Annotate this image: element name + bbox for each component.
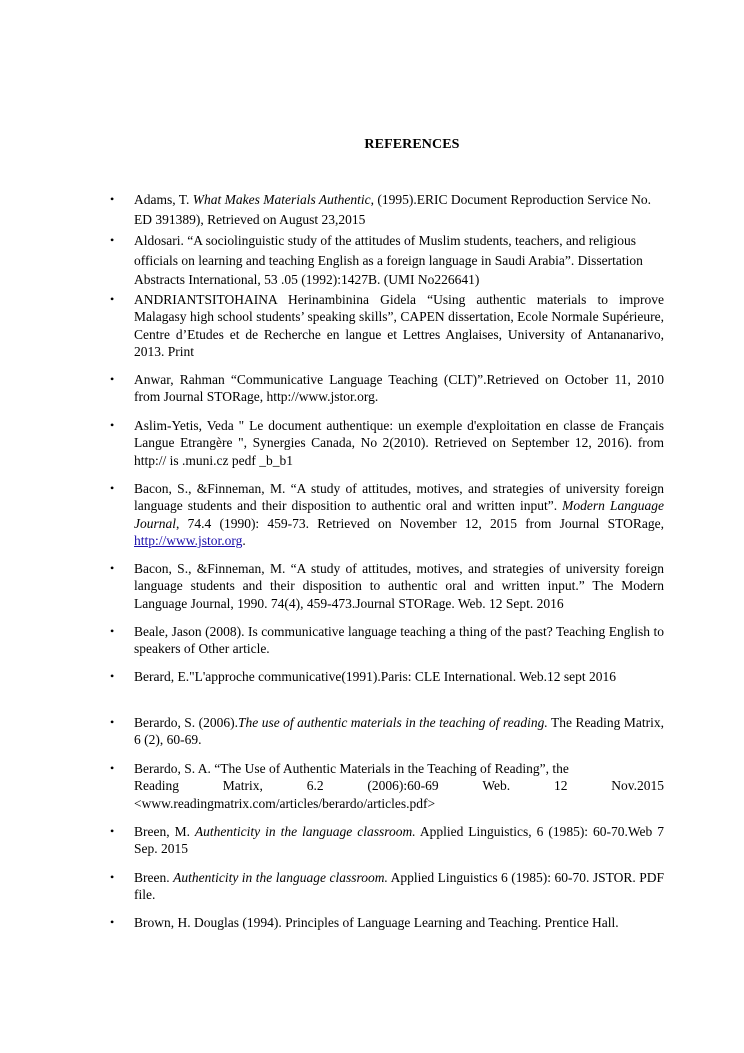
ref-title: The use of authentic materials in the teaching of reading. — [238, 715, 548, 730]
ref-text: Anwar, Rahman “Communicative Language Teaching (CLT)”.Retrieved on October 11, 2010 from Journal STORage, http://www.jstor.org. — [134, 372, 664, 405]
bullet: • — [110, 292, 115, 306]
ref-text: Breen. — [134, 870, 174, 885]
ref-text: , 74.4 (1990): 459-73. Retrieved on November 12, 2015 from Journal STORage, — [176, 515, 664, 531]
ref-title: Authenticity in the language classroom. — [194, 824, 416, 839]
ref-text: Aslim-Yetis, Veda " Le document authentique: un exemple d'exploitation en classe de Français Langue Etrangère ", Synergies Canada, No 2(2010). Retrieved on September 12, 2016). from http:// is .muni.cz pedf _b_b1 — [134, 418, 664, 468]
bullet: • — [110, 669, 115, 683]
reference-item — [110, 560, 664, 612]
ref-word: Nov.2015 — [611, 778, 664, 794]
bullet: • — [110, 481, 115, 495]
reference-item — [110, 714, 664, 749]
bullet: • — [110, 192, 115, 206]
ref-title: Authenticity in the language classroom. — [173, 870, 388, 885]
reference-item — [110, 231, 664, 290]
ref-line — [134, 777, 664, 794]
ref-word: Web. — [482, 778, 511, 794]
bullet: • — [110, 715, 115, 729]
ref-line: Berardo, S. A. “The Use of Authentic Materials in the Teaching of Reading”, the — [134, 761, 569, 776]
bullet: • — [110, 233, 115, 247]
ref-text: Breen, M. — [134, 824, 195, 839]
ref-line: <www.readingmatrix.com/articles/berardo/articles.pdf> — [134, 795, 436, 811]
bullet: • — [110, 870, 115, 884]
bullet: • — [110, 824, 115, 838]
ref-text: Berard, E."L'approche communicative(1991).Paris: CLE International. Web.12 sept 2016 — [134, 669, 616, 684]
ref-text: Bacon, S., &Finneman, M. “A study of attitudes, motives, and strategies of university foreign language students and their disposition to authentic oral and written input”. — [134, 481, 664, 514]
ref-text: , (1995).ERIC Document Reproduction Service No. ED 391389), Retrieved on August 23,2015 — [134, 192, 652, 227]
bullet: • — [110, 761, 115, 775]
ref-text: Bacon, S., &Finneman, M. “A study of attitudes, motives, and strategies of university foreign language students and their disposition to authentic oral and written input.” The Modern Language Journal, 1990. 74(4), 459-473.Journal STORage. Web. 12 Sept. 2016 — [134, 561, 664, 611]
bullet: • — [110, 624, 115, 638]
ref-word: Matrix, — [222, 778, 263, 794]
reference-item — [110, 190, 664, 229]
reference-item — [110, 623, 664, 658]
ref-text: Berardo, S. (2006). — [134, 715, 238, 730]
ref-text: Aldosari. “A sociolinguistic study of the attitudes of Muslim students, teachers, and religious officials on learning and teaching English as a foreign language in Saudi Arabia”. Dissertation Abstracts International, 53 .05 (1992):1427B. (UMI No226641) — [134, 233, 643, 288]
reference-item — [110, 371, 664, 406]
ref-text: Beale, Jason (2008). Is communicative language teaching a thing of the past? Teaching English to speakers of Other article. — [134, 624, 664, 657]
reference-item — [110, 668, 664, 685]
journal-title: Modern Language Journal — [134, 498, 664, 531]
reference-item — [110, 760, 664, 812]
ref-text: Applied Linguistics 6 (1985): 60-70. JSTOR. PDF file. — [134, 870, 664, 903]
reference-item — [110, 869, 664, 904]
ref-text: Applied Linguistics, 6 (1985): 60-70.Web 7 Sep. 2015 — [134, 824, 665, 857]
bullet: • — [110, 561, 115, 575]
ref-word: 12 — [553, 778, 568, 794]
ref-text: Adams, T. — [134, 192, 193, 207]
jstor-link[interactable]: http://www.jstor.org — [134, 533, 243, 549]
ref-text: ANDRIANTSITOHAINA Herinambinina Gidela “Using authentic materials to improve Malagasy high school students’ speaking skills”, CAPEN dissertation, Ecole Normale Supérieure, Centre d’Etudes et de Recherche en langue et Lettres Anglaises, University of Antananarivo, 2013. Print — [134, 292, 664, 360]
reference-item — [110, 823, 665, 858]
bullet: • — [110, 372, 115, 386]
ref-title: What Makes Materials Authentic — [192, 192, 371, 207]
bullet: • — [110, 418, 115, 432]
ref-text: The Reading Matrix, 6 (2), 60-69. — [134, 715, 664, 748]
ref-word: Reading — [134, 778, 179, 794]
ref-text: Brown, H. Douglas (1994). Principles of Language Learning and Teaching. Prentice Hall. — [134, 915, 619, 930]
bullet: • — [110, 915, 115, 929]
ref-word: (2006):60-69 — [367, 778, 439, 794]
reference-item — [110, 480, 664, 550]
reference-item — [110, 291, 664, 361]
reference-item — [110, 914, 664, 931]
ref-text: . — [242, 533, 246, 549]
ref-word: 6.2 — [306, 778, 324, 794]
reference-item — [110, 417, 664, 469]
page-title: REFERENCES — [364, 137, 460, 152]
